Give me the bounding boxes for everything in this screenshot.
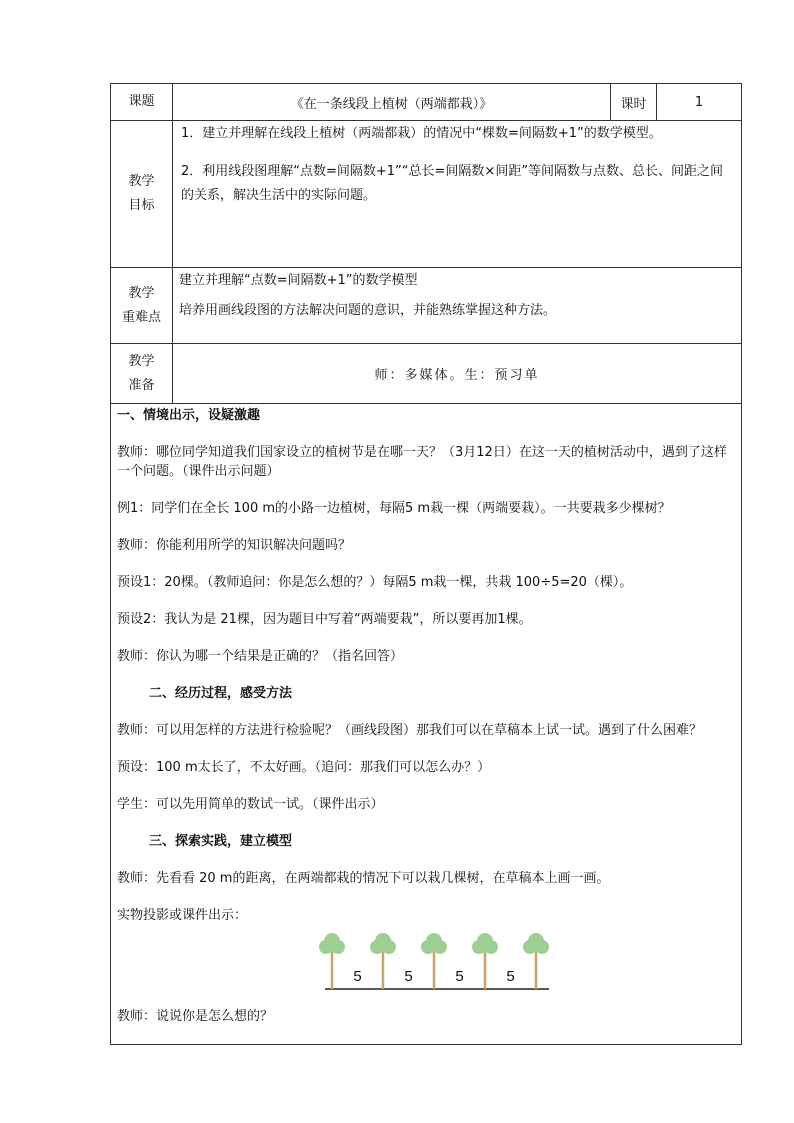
interval-label: 5 bbox=[506, 968, 515, 985]
paragraph-projection: 实物投影或课件出示： bbox=[117, 908, 248, 923]
tree-planting-figure bbox=[317, 933, 557, 993]
goals-label bbox=[111, 121, 173, 268]
goals-label-line1: 教学 bbox=[128, 174, 155, 189]
prep-content: 师：多媒体。生：预习单 bbox=[173, 344, 742, 404]
key-points-row bbox=[111, 268, 742, 344]
paragraph-teacher-question: 教师：你能利用所学的知识解决问题吗？ bbox=[117, 538, 352, 553]
goal-item-1: 1．建立并理解在线段上植树（两端都栽）的情况中“棵数=间隔数+1”的数学模型。 bbox=[181, 126, 662, 141]
goals-label-line2: 目标 bbox=[128, 198, 155, 213]
period-value: 1 bbox=[657, 84, 742, 121]
paragraph-teacher-intro: 教师：哪位同学知道我们国家设立的植树节是在哪一天？（3月12日）在这一天的植树活动中，遇到了这样一个问题。（课件出示问题） bbox=[117, 445, 727, 479]
paragraph-teacher-which: 教师：你认为哪一个结果是正确的？（指名回答） bbox=[117, 649, 404, 664]
goals-content bbox=[173, 121, 742, 268]
tree-canopy bbox=[375, 933, 391, 949]
key-points-label-line2: 重难点 bbox=[121, 309, 161, 325]
section-heading-1: 一、情境出示，设疑激趣 bbox=[117, 408, 261, 423]
paragraph-example-1: 例1：同学们在全长 100 m的小路一边植树，每隔5 m栽一棵（两端要栽）。一共要栽多少棵树？ bbox=[117, 501, 671, 516]
key-points-label bbox=[111, 268, 173, 344]
interval-label: 5 bbox=[455, 968, 464, 985]
topic-label: 课题 bbox=[111, 84, 173, 121]
paragraph-teacher-verify: 教师：可以用怎样的方法进行检验呢？（画线段图）那我们可以在草稿本上试一试。遇到了什么困难？ bbox=[117, 723, 703, 738]
paragraph-preset-2: 预设2：我认为是 21棵，因为题目中写着“两端要栽”，所以要再加1棵。 bbox=[117, 612, 532, 627]
paragraph-teacher-explain: 教师：说说你是怎么想的？ bbox=[117, 1009, 274, 1024]
prep-row bbox=[111, 344, 742, 404]
tree-canopy bbox=[426, 933, 442, 949]
period-label: 课时 bbox=[611, 84, 657, 121]
tree-canopy bbox=[528, 933, 544, 949]
section-heading-2: 二、经历过程，感受方法 bbox=[149, 686, 293, 701]
process-content bbox=[111, 404, 742, 1045]
tree-canopy bbox=[477, 933, 493, 949]
key-point-1: 建立并理解“点数=间隔数+1”的数学模型 bbox=[179, 273, 418, 288]
tree-canopy bbox=[324, 933, 340, 949]
paragraph-student: 学生：可以先用简单的数试一试。（课件出示） bbox=[117, 797, 384, 812]
prep-label-line1: 教学 bbox=[128, 353, 155, 369]
prep-label bbox=[111, 344, 173, 404]
paragraph-preset-long: 预设：100 m太长了，不太好画。（追问：那我们可以怎么办？） bbox=[117, 760, 491, 775]
title-row bbox=[111, 84, 742, 121]
goals-row bbox=[111, 121, 742, 268]
interval-label: 5 bbox=[404, 968, 413, 985]
key-points-content bbox=[173, 268, 742, 344]
lesson-plan-table bbox=[110, 83, 742, 1045]
process-row bbox=[111, 404, 742, 1045]
paragraph-preset-1: 预设1：20棵。（教师追问：你是怎么想的？）每隔5 m栽一棵，共栽 100÷5=20（棵）。 bbox=[117, 575, 633, 590]
key-points-label-line1: 教学 bbox=[128, 285, 155, 301]
lesson-title: 《在一条线段上植树（两端都栽）》 bbox=[173, 84, 611, 121]
paragraph-teacher-20m: 教师：先看看 20 m的距离，在两端都栽的情况下可以栽几棵树，在草稿本上画一画。 bbox=[117, 871, 610, 886]
prep-label-line2: 准备 bbox=[128, 377, 155, 393]
interval-label: 5 bbox=[353, 968, 362, 985]
goal-item-2: 2．利用线段图理解“点数=间隔数+1”“总长=间隔数×间距”等间隔数与点数、总长、间距之间的关系，解决生活中的实际问题。 bbox=[181, 164, 724, 203]
key-point-2: 培养用画线段图的方法解决问题的意识，并能熟练掌握这种方法。 bbox=[179, 303, 557, 318]
section-heading-3: 三、探索实践，建立模型 bbox=[149, 834, 293, 849]
